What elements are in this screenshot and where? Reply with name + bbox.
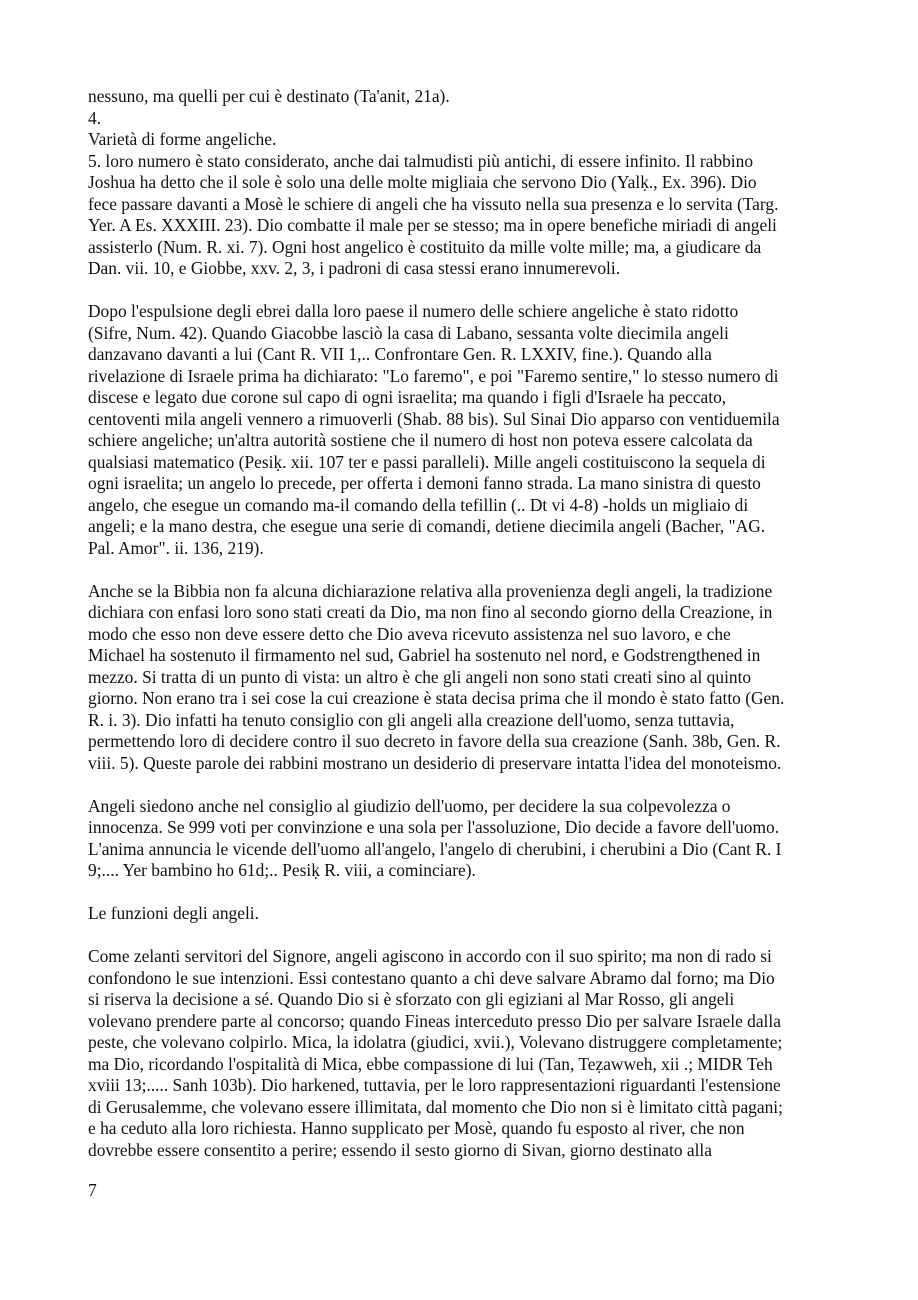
text-line: nessuno, ma quelli per cui è destinato (Ta'anit, 21a). [88, 86, 450, 106]
text-line: angelo, che esegue un comando ma-il comando della tefillin (.. Dt vi 4-8) -holds un migliaio di [88, 494, 749, 515]
text-line: 4. [88, 107, 102, 128]
text-line: Come zelanti servitori del Signore, angeli agiscono in accordo con il suo spirito; ma non di rado si [88, 946, 772, 966]
text-line: Joshua ha detto che il sole è solo una delle molte migliaia che servono Dio (Yalḳ., Ex. 396). Dio [88, 172, 757, 192]
text-line: dichiara con enfasi loro sono stati creati da Dio, ma non fino al secondo giorno della Creazione, in [88, 602, 773, 622]
text-line: assisterlo (Num. R. xi. 7). Ogni host angelico è costituito da mille volte mille; ma, a giudicare da [88, 236, 762, 257]
text-line: dovrebbe essere consentito a perire; essendo il sesto giorno di Sivan, giorno destinato alla [88, 1139, 712, 1160]
text-line: angeli; e la mano destra, che esegue una serie di comandi, detiene diecimila angeli (Bacher, "AG. [88, 516, 766, 536]
paragraph-spacer [88, 925, 848, 947]
text-line: Le funzioni degli angeli. [88, 903, 259, 923]
text-line: danzavano davanti a lui (Cant R. VII 1,.. Confrontare Gen. R. LXXIV, fine.). Quando alla [88, 344, 712, 364]
text-line: Varietà di forme angeliche. [88, 129, 277, 149]
text-line: xviii 13;..... Sanh 103b). Dio harkened, tuttavia, per le loro rappresentazioni riguardanti l'estensione [88, 1075, 781, 1095]
text-line: Dan. vii. 10, e Giobbe, xxv. 2, 3, i padroni di casa stessi erano innumerevoli. [88, 258, 621, 278]
paragraph-spacer [88, 559, 848, 581]
text-line: mezzo. Si tratta di un punto di vista: un altro è che gli angeli non sono stati creati sino al quinto [88, 666, 752, 687]
document-body [88, 86, 848, 1161]
text-line: giorno. Non erano tra i sei cose la cui creazione è stata decisa prima che il mondo è stato fatto (Gen. [88, 688, 785, 708]
text-line: qualsiasi matematico (Pesiḳ. xii. 107 ter e passi paralleli). Mille angeli costituiscono la sequela di [88, 451, 766, 472]
text-line: Anche se la Bibbia non fa alcuna dichiarazione relativa alla provenienza degli angeli, la tradizione [88, 580, 773, 601]
page-number: 7 [88, 1180, 97, 1200]
text-line: Yer. A Es. XXXIII. 23). Dio combatte il male per se stesso; ma in opere benefiche miriadi di angeli [88, 215, 777, 235]
text-line: discese e legato due corone sul capo di ogni israelita; ma quando i figli d'Israele ha peccato, [88, 387, 727, 407]
text-line: peste, che volevano colpirlo. Mica, la idolatra (giudici, xvii.), Volevano distruggere completamente; [88, 1032, 783, 1052]
text-line: 9;.... Yer bambino ho 61d;.. Pesiḳ R. viii, a cominciare). [88, 860, 476, 880]
text-line: di Gerusalemme, che volevano essere illimitata, dal momento che Dio non si è limitato città pagani; [88, 1096, 783, 1117]
text-line: Pal. Amor". ii. 136, 219). [88, 537, 264, 558]
text-line: e ha ceduto alla loro richiesta. Hanno supplicato per Mosè, quando fu esposto al river, che non [88, 1118, 745, 1138]
text-line: viii. 5). Queste parole dei rabbini mostrano un desiderio di preservare intatta l'idea del monoteismo. [88, 752, 782, 773]
text-line: 5. loro numero è stato considerato, anche dai talmudisti più antichi, di essere infinito. Il rabbino [88, 150, 754, 171]
text-line: modo che esso non deve essere detto che Dio aveva ricevuto assistenza nel suo lavoro, e che [88, 623, 731, 644]
text-line: ogni israelita; un angelo lo precede, per offerta i demoni fanno strada. La mano sinistra di questo [88, 473, 761, 493]
paragraph-spacer [88, 280, 848, 302]
text-line: rivelazione di Israele prima ha dichiarato: "Lo faremo", e poi "Faremo sentire," lo stesso numero di [88, 365, 779, 386]
paragraph [88, 796, 848, 882]
text-line: fece passare davanti a Mosè le schiere di angeli che ha vissuto nella sua presenza e lo servita (Targ. [88, 193, 779, 214]
paragraph-spacer [88, 774, 848, 796]
text-line: volevano prendere parte al concorso; quando Fineas interceduto presso Dio per salvare Israele dalla [88, 1010, 781, 1031]
text-line: permettendo loro di decidere contro il suo decreto in favore della sua creazione (Sanh. 38b, Gen. R. [88, 731, 781, 751]
text-line: innocenza. Se 999 voti per convinzione e una sola per l'assoluzione, Dio decide a favore dell'uomo. [88, 817, 780, 837]
text-line: si riserva la decisione a sé. Quando Dio si è sforzato con gli egiziani al Mar Rosso, gli angeli [88, 989, 735, 1009]
text-line: Michael ha sostenuto il firmamento nel sud, Gabriel ha sostenuto nel nord, e Godstrengthened in [88, 645, 761, 665]
text-line: confondono le sue intenzioni. Essi contestano quanto a chi deve salvare Abramo dal forno; ma Dio [88, 967, 775, 988]
paragraph-spacer [88, 882, 848, 904]
text-line: L'anima annuncia le vicende dell'uomo all'angelo, l'angelo di cherubini, i cherubini a Dio (Cant R. I [88, 838, 782, 859]
paragraph [88, 86, 848, 280]
text-line: (Sifre, Num. 42). Quando Giacobbe lasciò la casa di Labano, sessanta volte diecimila angeli [88, 322, 729, 343]
text-line: ma Dio, ricordando l'ospitalità di Mica, ebbe compassione di lui (Tan, Teẓawweh, xii .; MIDR Teh [88, 1053, 773, 1074]
text-line: R. i. 3). Dio infatti ha tenuto consiglio con gli angeli alla creazione dell'uomo, senza tuttavia, [88, 709, 735, 730]
text-line: Dopo l'espulsione degli ebrei dalla loro paese il numero delle schiere angeliche è stato ridotto [88, 301, 739, 321]
paragraph [88, 946, 848, 1161]
paragraph [88, 301, 848, 559]
text-line: centoventi mila angeli vennero a rimuoverli (Shab. 88 bis). Sul Sinai Dio apparso con ventiduemila [88, 408, 780, 429]
paragraph [88, 903, 848, 925]
paragraph [88, 581, 848, 775]
text-line: Angeli siedono anche nel consiglio al giudizio dell'uomo, per decidere la sua colpevolezza o [88, 795, 731, 816]
text-line: schiere angeliche; un'altra autorità sostiene che il numero di host non poteva essere calcolata da [88, 430, 753, 450]
